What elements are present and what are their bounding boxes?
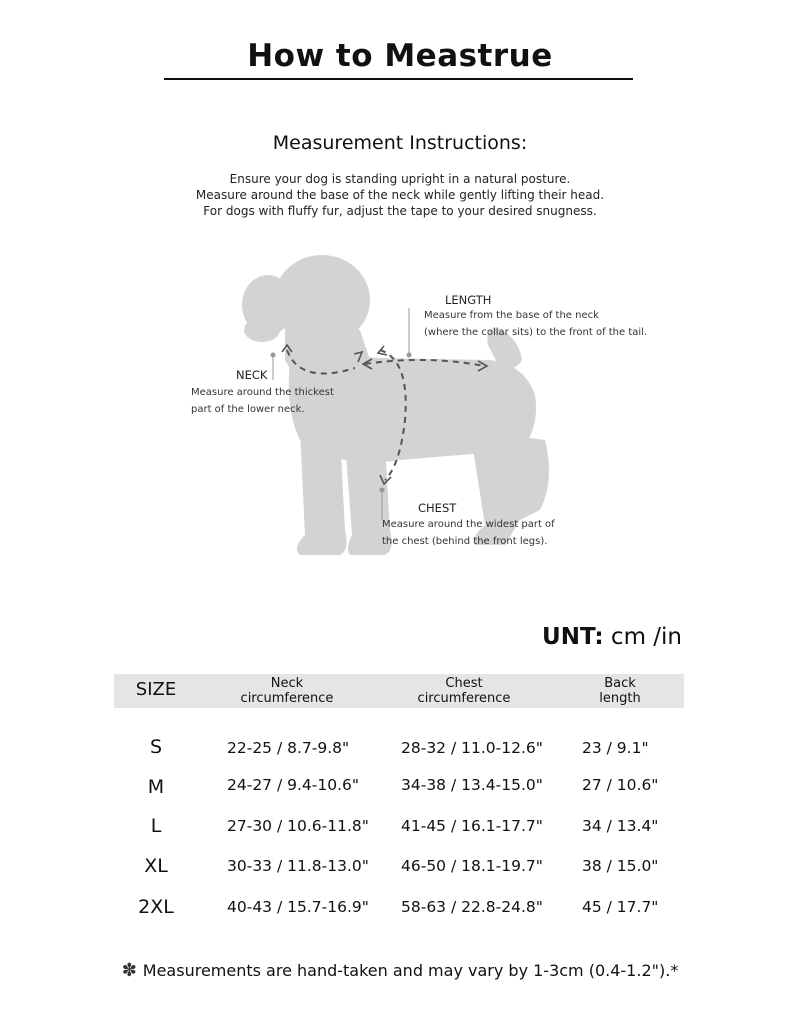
- header-back-line: Back: [604, 676, 636, 691]
- row-size: M: [147, 776, 165, 798]
- row-chest: 46-50 / 18.1-19.7": [401, 857, 543, 875]
- chest-label: CHEST: [418, 501, 457, 515]
- header-back: [575, 676, 665, 706]
- row-neck: 24-27 / 9.4-10.6": [227, 776, 359, 794]
- row-neck: 30-33 / 11.8-13.0": [227, 857, 369, 875]
- footnote-text: Measurements are hand-taken and may vary by 1-3cm (0.4-1.2").*: [142, 961, 679, 980]
- row-neck: 27-30 / 10.6-11.8": [227, 817, 369, 835]
- row-chest: 34-38 / 13.4-15.0": [401, 776, 543, 794]
- header-chest: [399, 676, 529, 706]
- header-neck-line: circumference: [240, 691, 334, 706]
- row-chest: 28-32 / 11.0-12.6": [401, 739, 543, 757]
- flower-icon: ✽: [121, 960, 137, 981]
- header-size: SIZE: [135, 679, 177, 700]
- length-desc-line: Measure from the base of the neck: [424, 310, 599, 321]
- footnote: [0, 960, 800, 981]
- row-chest: 41-45 / 16.1-17.7": [401, 817, 543, 835]
- row-size: 2XL: [138, 896, 174, 918]
- row-back: 23 / 9.1": [582, 739, 649, 757]
- header-back-line: length: [599, 691, 641, 706]
- unit-indicator: [542, 624, 682, 650]
- row-size: S: [149, 736, 163, 758]
- page-title: How to Meastrue: [247, 38, 553, 74]
- row-back: 27 / 10.6": [582, 776, 659, 794]
- length-label: LENGTH: [445, 293, 492, 307]
- neck-label: NECK: [236, 368, 268, 382]
- unit-value: cm /in: [610, 624, 682, 650]
- instruction-line: For dogs with fluffy fur, adjust the tape to your desired snugness.: [203, 204, 597, 218]
- row-back: 45 / 17.7": [582, 898, 659, 916]
- neck-desc-line: Measure around the thickest: [191, 387, 334, 398]
- instruction-line: Measure around the base of the neck while gently lifting their head.: [195, 188, 605, 202]
- row-neck: 22-25 / 8.7-9.8": [227, 739, 350, 757]
- row-back: 38 / 15.0": [582, 857, 659, 875]
- instructions-heading: Measurement Instructions:: [272, 132, 528, 154]
- instruction-line: Ensure your dog is standing upright in a natural posture.: [229, 172, 571, 186]
- header-neck: [222, 676, 352, 706]
- header-neck-line: Neck: [270, 676, 304, 691]
- header-chest-line: circumference: [417, 691, 511, 706]
- unit-label: UNT:: [542, 624, 604, 650]
- row-size: XL: [144, 855, 168, 877]
- row-neck: 40-43 / 15.7-16.9": [227, 898, 369, 916]
- chest-desc-line: Measure around the widest part of: [382, 519, 555, 530]
- row-back: 34 / 13.4": [582, 817, 659, 835]
- header-chest-line: Chest: [445, 676, 483, 691]
- neck-desc-line: part of the lower neck.: [191, 404, 305, 415]
- length-desc-line: (where the collar sits) to the front of the tail.: [424, 327, 648, 338]
- chest-desc-line: the chest (behind the front legs).: [382, 536, 548, 547]
- row-size: L: [150, 815, 162, 837]
- row-chest: 58-63 / 22.8-24.8": [401, 898, 543, 916]
